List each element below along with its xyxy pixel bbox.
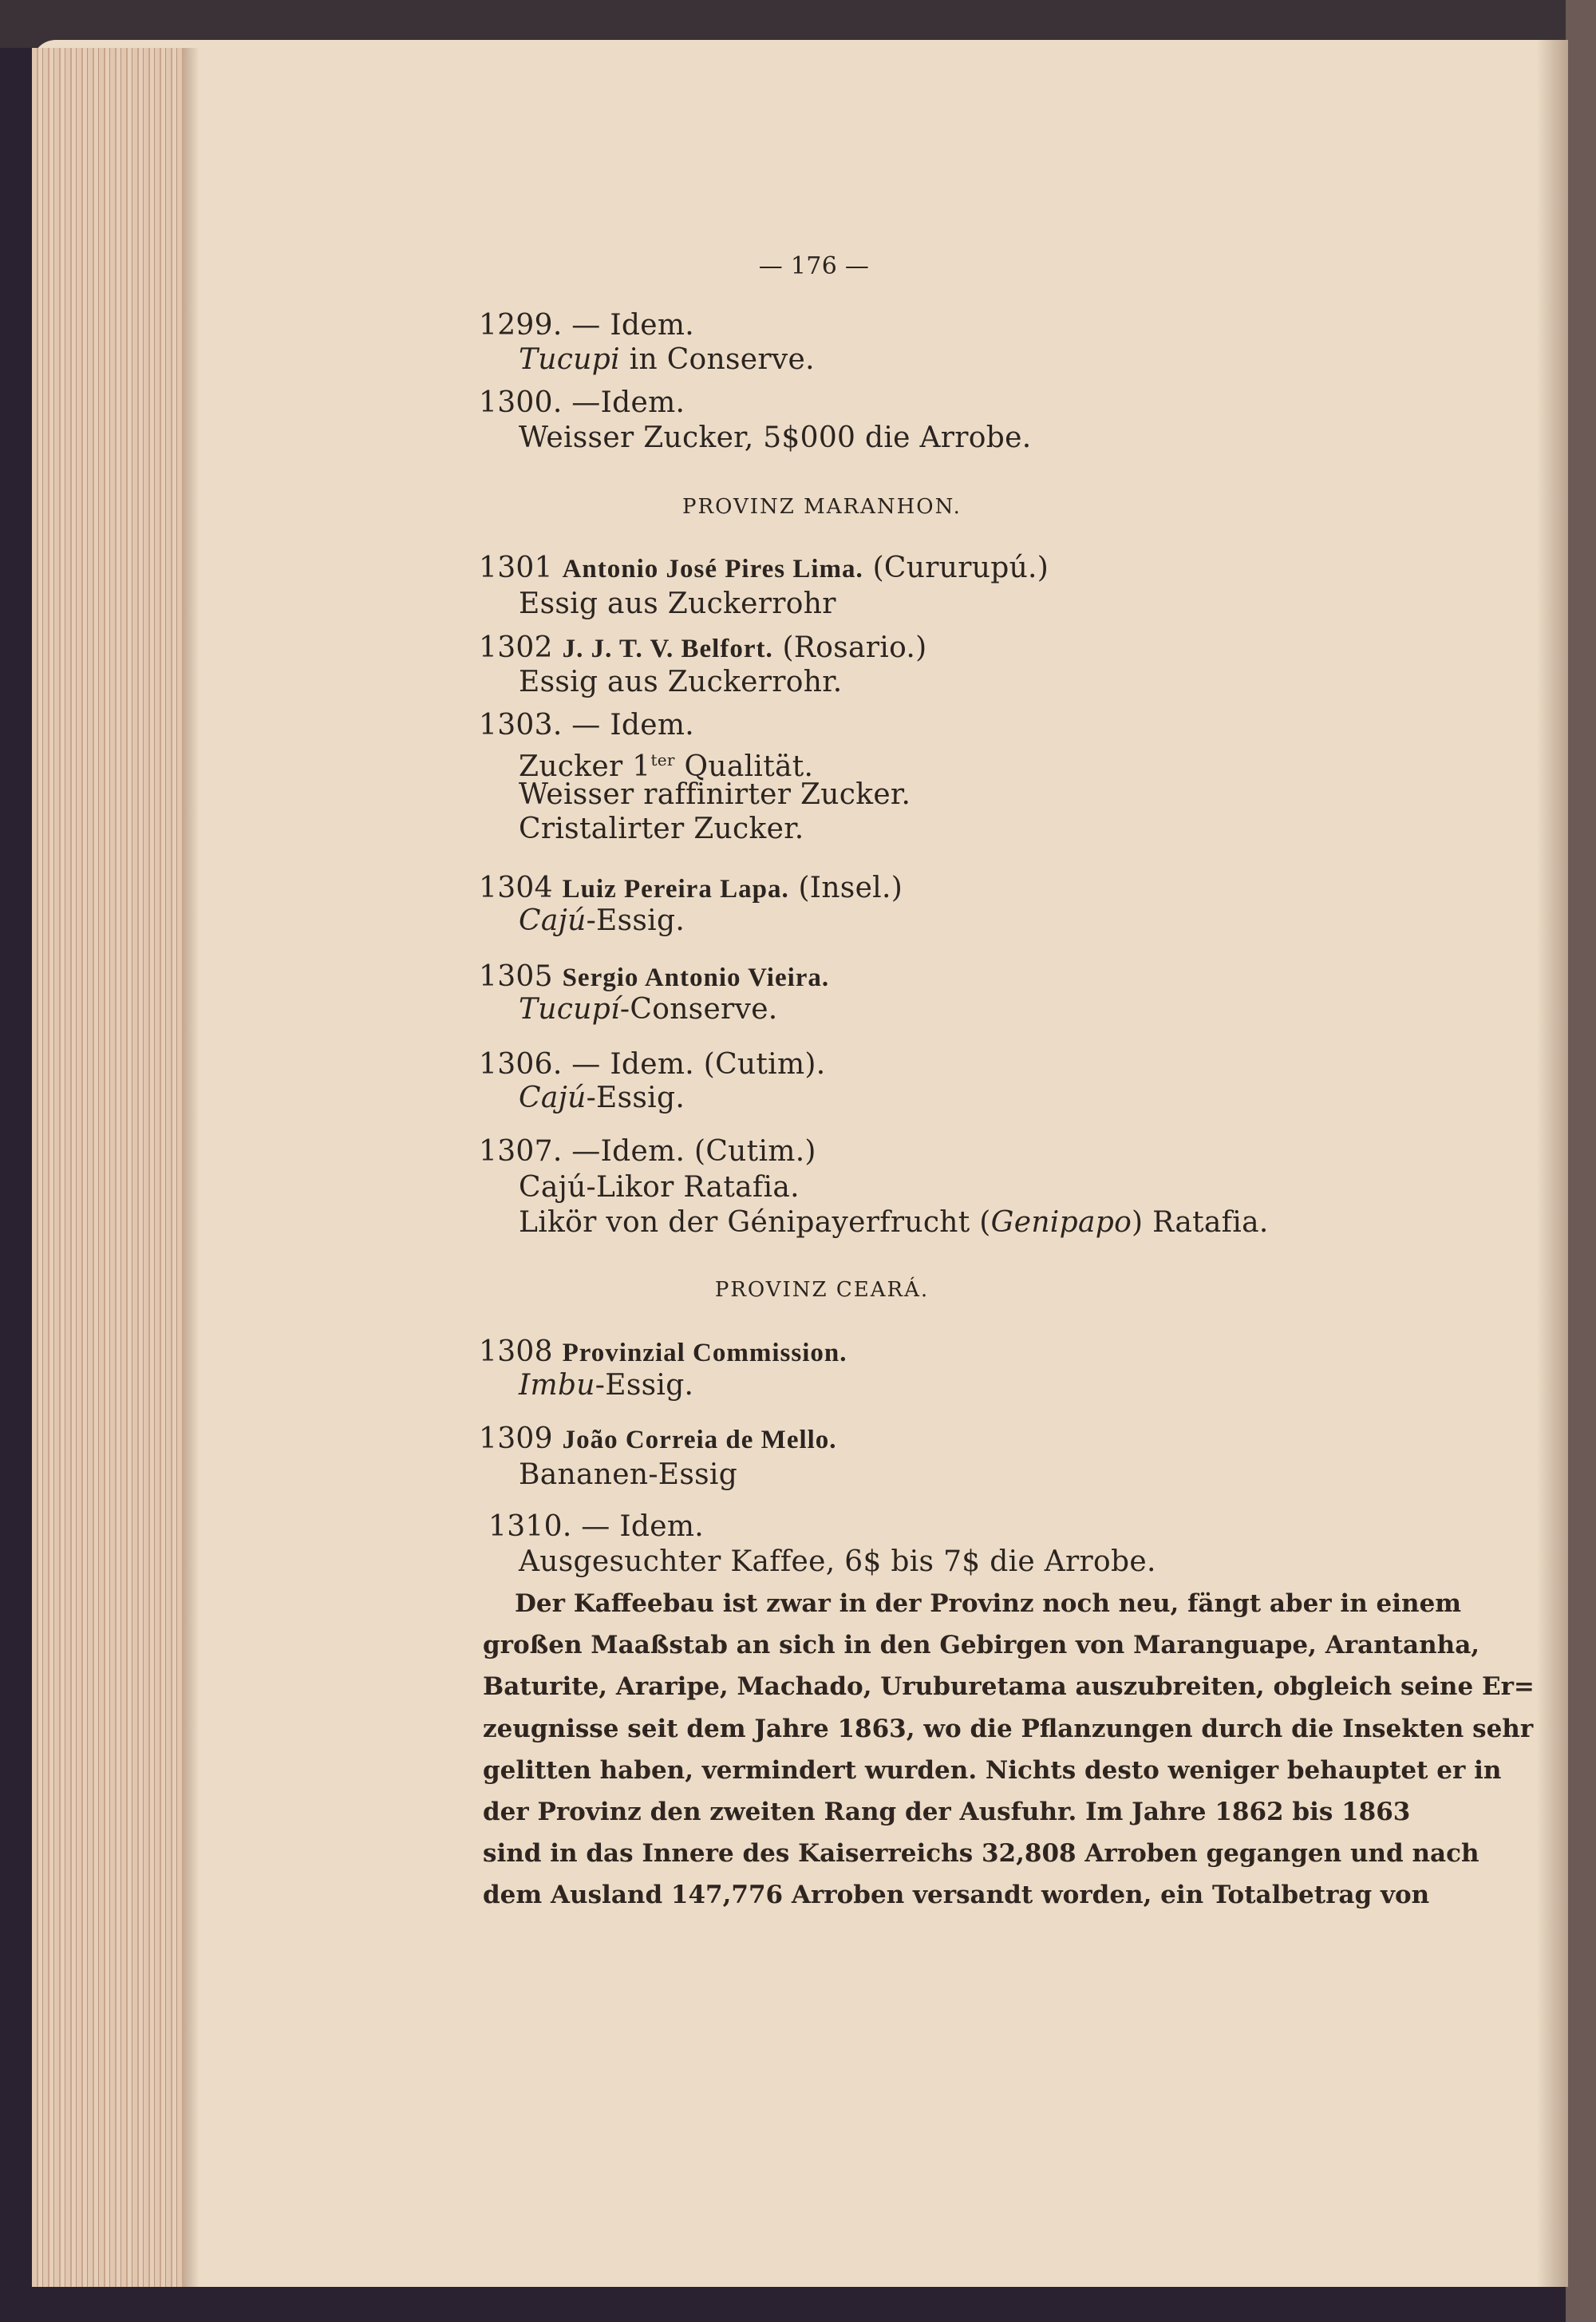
exhibitor-name: Luiz Pereira Lapa. — [562, 875, 789, 904]
italic-term: Tucupí — [519, 993, 620, 1026]
entry-number: 1306. — Idem. (Cutim). — [479, 1048, 826, 1081]
entry-text: Zucker 1 — [519, 750, 651, 783]
italic-term: Tucupi — [519, 343, 620, 376]
exhibitor-name: João Correia de Mello. — [562, 1426, 837, 1454]
paragraph-line: Baturite, Araripe, Machado, Uruburetama auszubreiten, obgleich seine Er= — [483, 1672, 1535, 1701]
section-heading-ceara: PROVINZ CEARÁ. — [714, 1278, 930, 1302]
entry-text: -Conserve. — [619, 993, 778, 1026]
page-number: — 176 — — [758, 252, 870, 280]
paragraph-line: zeugnisse seit dem Jahre 1863, wo die Pflanzungen durch die Insekten sehr — [483, 1715, 1534, 1743]
superscript: ter — [650, 750, 675, 769]
entry-line: Essig aus Zuckerrohr. — [519, 666, 843, 698]
entry-header — [479, 959, 829, 995]
scan-right-border — [1566, 0, 1596, 2322]
paragraph-line: sind in das Innere des Kaiserreichs 32,808 Arroben gegangen und nach — [483, 1839, 1479, 1868]
entry-place: (Cururupú.) — [872, 552, 1049, 584]
entry-header — [479, 1335, 847, 1371]
exhibitor-name: Antonio José Pires Lima. — [562, 555, 863, 583]
entry-line: Bananen-Essig — [519, 1458, 738, 1491]
entry-header — [479, 551, 1049, 587]
paragraph-line: dem Ausland 147,776 Arroben versandt worden, ein Totalbetrag von — [483, 1881, 1430, 1909]
italic-term: Cajú — [519, 904, 587, 937]
entry-number: 1309 — [479, 1422, 553, 1455]
entry-text: -Essig. — [586, 1082, 685, 1114]
entry-line — [519, 904, 685, 939]
entry-number: 1305 — [479, 960, 553, 993]
exhibitor-name: Sergio Antonio Vieira. — [562, 963, 830, 992]
entry-line: Ausgesuchter Kaffee, 6$ bis 7$ die Arrobe. — [519, 1545, 1156, 1578]
italic-term: Genipapo — [990, 1206, 1132, 1239]
entry-line — [519, 1205, 1269, 1240]
entry-text: -Essig. — [595, 1369, 694, 1402]
entry-header — [479, 631, 927, 667]
entry-number: 1304 — [479, 872, 553, 904]
paragraph-line: großen Maaßstab an sich in den Gebirgen von Maranguape, Arantanha, — [483, 1631, 1480, 1659]
entry-text: in Conserve. — [619, 343, 815, 376]
entry-number: 1299. — Idem. — [479, 309, 694, 342]
entry-number: 1300. —Idem. — [479, 386, 685, 419]
entry-text: ) Ratafia. — [1132, 1206, 1269, 1239]
entry-text: -Essig. — [586, 904, 685, 937]
entry-header — [479, 1422, 837, 1458]
entry-line — [519, 1081, 685, 1116]
entry-line: Cajú-Likor Ratafia. — [519, 1171, 800, 1204]
entry-line: Weisser raffinirter Zucker. — [519, 778, 911, 811]
paragraph-line: gelitten haben, vermindert wurden. Nichts desto weniger behauptet er in — [483, 1756, 1502, 1785]
entry-line — [519, 1368, 693, 1403]
entry-line — [519, 342, 815, 378]
italic-term: Cajú — [519, 1082, 587, 1114]
entry-text: Likör von der Génipayerfrucht ( — [519, 1206, 991, 1239]
entry-number: 1303. — Idem. — [479, 709, 694, 742]
paragraph-line: Der Kaffeebau ist zwar in der Provinz noch neu, fängt aber in einem — [515, 1589, 1462, 1618]
entry-number: 1310. — Idem. — [488, 1510, 704, 1543]
entry-place: (Rosario.) — [782, 631, 927, 664]
entry-line: Essig aus Zuckerrohr — [519, 587, 836, 620]
exhibitor-name: Provinzial Commission. — [562, 1339, 847, 1367]
entry-number: 1307. —Idem. (Cutim.) — [479, 1135, 816, 1168]
entry-header — [479, 871, 903, 907]
entry-place: (Insel.) — [798, 872, 903, 904]
exhibitor-name: J. J. T. V. Belfort. — [562, 635, 773, 663]
entry-number: 1308 — [479, 1335, 553, 1368]
entry-line — [519, 992, 778, 1027]
paragraph-line: der Provinz den zweiten Rang der Ausfuhr. Im Jahre 1862 bis 1863 — [483, 1798, 1411, 1826]
entry-number: 1301 — [479, 552, 553, 584]
entry-line: Cristalirter Zucker. — [519, 813, 804, 845]
page-edges — [32, 48, 184, 2287]
section-heading-maranhon: PROVINZ MARANHON. — [682, 495, 962, 519]
italic-term: Imbu — [519, 1369, 595, 1402]
entry-line: Weisser Zucker, 5$000 die Arrobe. — [519, 421, 1032, 454]
entry-text: Qualität. — [674, 750, 814, 783]
entry-number: 1302 — [479, 631, 553, 664]
